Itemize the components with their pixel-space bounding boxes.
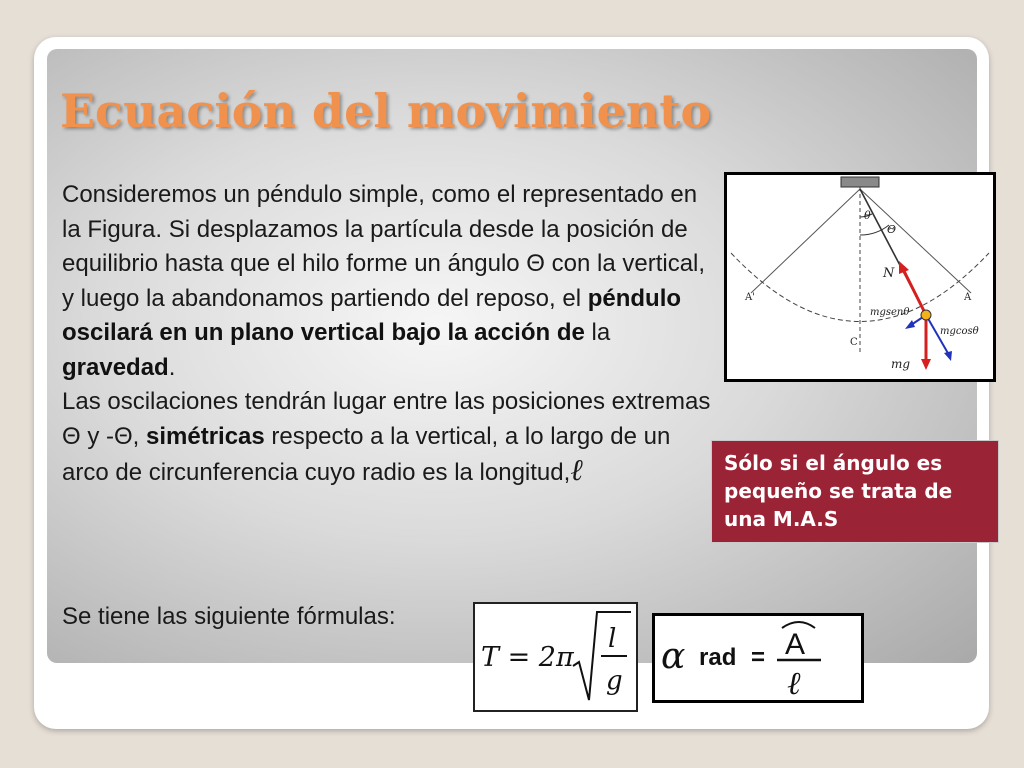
label-tangential: mgsenθ xyxy=(870,307,910,318)
string-left xyxy=(751,189,860,293)
note-box: Sólo si el ángulo es pequeño se trata de una M.A.S xyxy=(711,440,999,543)
label-point-center: C xyxy=(850,337,858,348)
pendulum-figure xyxy=(724,172,996,382)
tangential-arrow-head xyxy=(905,320,915,329)
period-denominator: g xyxy=(606,666,623,696)
slide-title: Ecuación del movimiento xyxy=(60,84,712,138)
label-weight: mg xyxy=(891,357,911,371)
pendulum-diagram xyxy=(727,175,993,379)
period-lhs: T = 2π xyxy=(481,642,574,673)
angle-formula-graphic xyxy=(655,616,861,700)
period-numerator: l xyxy=(608,624,617,654)
paragraph-1: Consideremos un péndulo simple, como el representado en la Figura. Si desplazamos la partícula desde la posición de equilibrio hasta que el hilo forme un ángulo Θ con la vertical, y luego la abandonamos partiendo del reposo, el péndulo oscilará en un plano vertical bajo la acción de la gravedad. xyxy=(62,181,706,381)
label-theta: θ xyxy=(864,209,871,222)
angle-formula xyxy=(652,613,864,703)
string-right xyxy=(860,189,971,293)
theta-max-arc xyxy=(860,225,889,235)
pivot-support xyxy=(841,177,879,187)
angle-numerator: A xyxy=(785,628,806,661)
pendulum-bob xyxy=(921,310,931,320)
label-tension: N xyxy=(883,266,895,281)
equals-sign: = xyxy=(751,644,766,671)
paragraph-2: Las oscilaciones tendrán lugar entre las posiciones extremas Θ y -Θ, simétricas respecto a la vertical, a lo largo de un arco de circunferencia cuyo radio es la longitud,ℓ xyxy=(62,388,711,488)
body-text xyxy=(62,178,712,491)
label-radial: mgcosθ xyxy=(940,326,979,337)
rad-unit: rad xyxy=(699,644,737,671)
angle-denominator: ℓ xyxy=(787,664,801,700)
period-formula xyxy=(473,602,638,712)
radial-arrow-head xyxy=(944,351,952,361)
alpha-symbol: α xyxy=(661,636,686,677)
formulas-lead: Se tiene las siguiente fórmulas: xyxy=(62,603,396,630)
label-point-right: A xyxy=(964,292,972,303)
length-symbol: ℓ xyxy=(570,453,583,488)
period-formula-graphic xyxy=(475,604,636,710)
weight-arrow-head xyxy=(921,359,931,370)
label-point-left: A' xyxy=(745,292,755,303)
label-theta-max: Θ xyxy=(887,223,897,236)
